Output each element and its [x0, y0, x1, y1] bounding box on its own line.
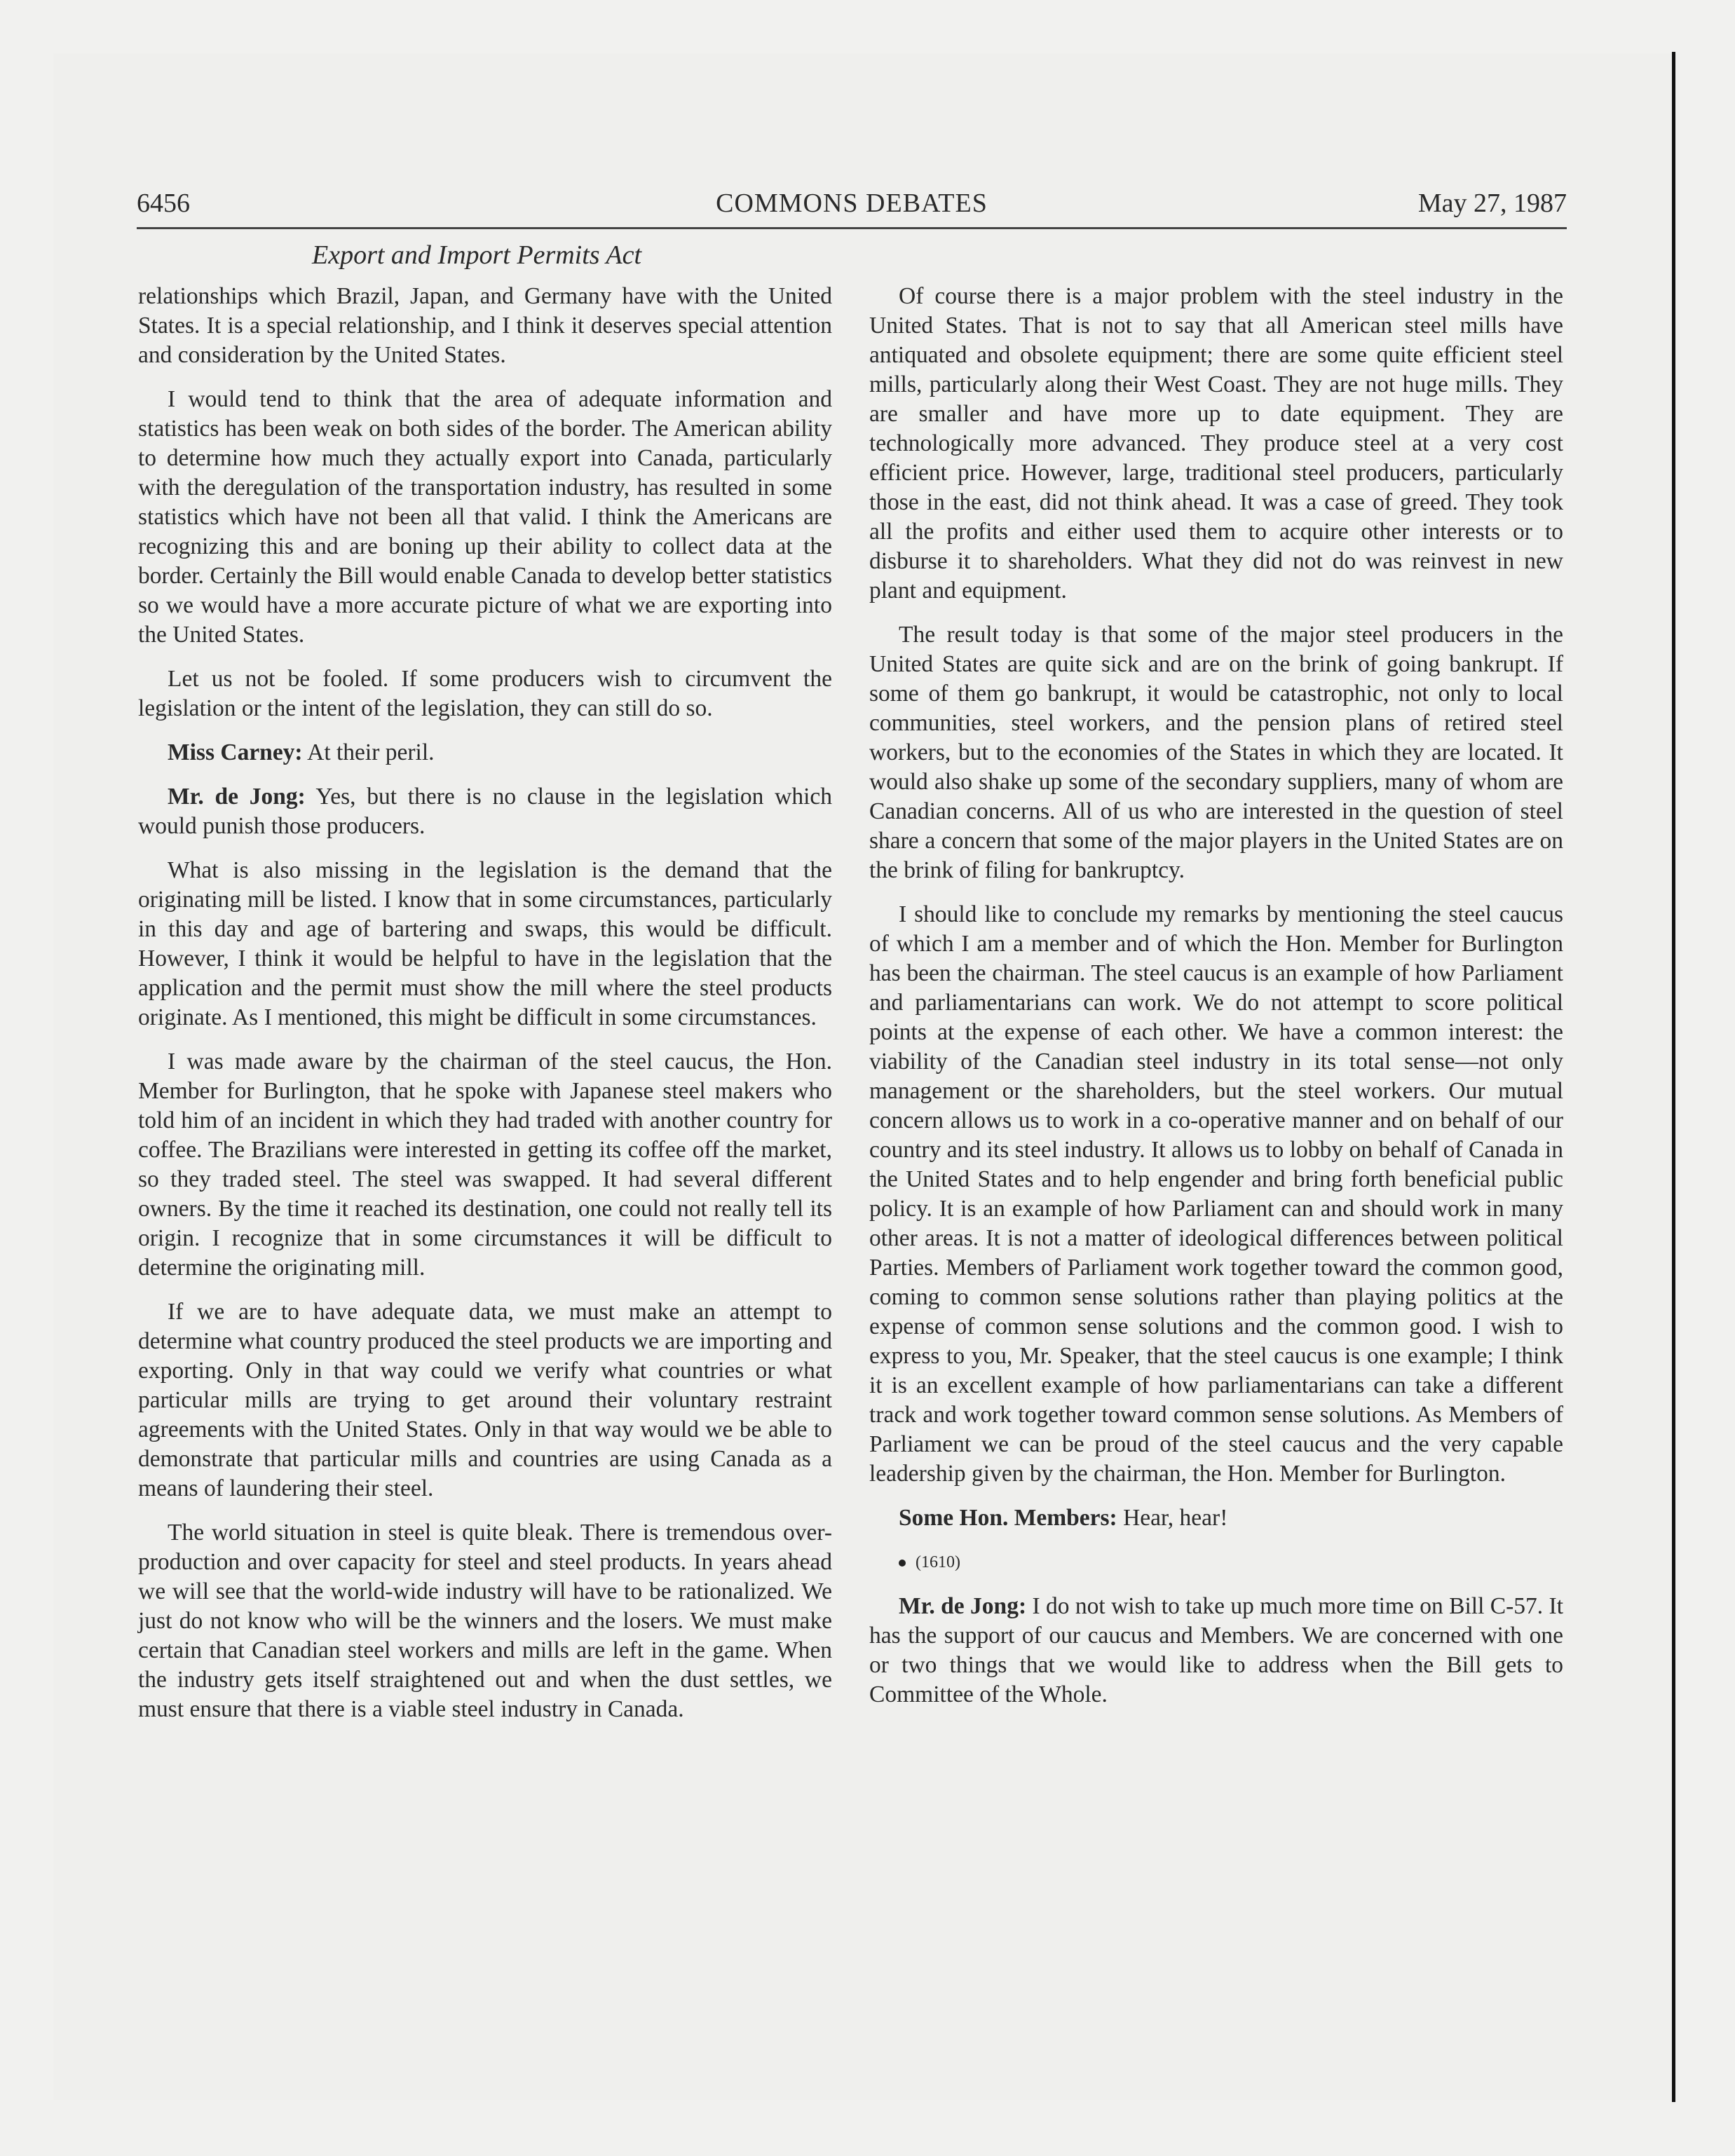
- bullet-icon: [899, 1560, 906, 1567]
- speech-paragraph: [869, 1503, 1563, 1533]
- paragraph: The world situation in steel is quite bleak. There is tremendous over-production and over capacity for steel and steel products. In years ahead we will see that the world-wide industry will have to be rationalized. We just do not know who will be the winners and the losers. We must make certain that Canadian steel workers and mills are left in the game. When the industry gets itself straightened out and when the dust settles, we must ensure that there is a viable steel industry in Canada.: [138, 1520, 832, 1722]
- speaker-name: Mr. de Jong:: [899, 1593, 1027, 1619]
- paragraph: I should like to conclude my remarks by mentioning the steel caucus of which I am a member and of which the Hon. Member for Burlington has been the chairman. The steel caucus is an example of how Parliament and parliamentarians can work. We do not attempt to score political points at the expense of each other. We have a common interest: the viability of the Canadian steel industry in its total sense—not only management or the shareholders, but the steel workers. Our mutual concern allows us to work in a co-operative manner and on behalf of our country and its steel industry. It allows us to lobby on behalf of Canada in the United States and to help engender and bring forth beneficial public policy. It is an example of how Parliament can and should work in many other areas. It is not a matter of ideological differences between political Parties. Members of Parliament work together toward the common good, coming to common sense solutions rather than playing politics at the expense of common sense solutions and the common good. I wish to express to you, Mr. Speaker, that the steel caucus is one example; I think it is an excellent example of how parliamentarians can take a different track and work together toward common sense solutions. As Members of Parliament we can be proud of the steel caucus and the very capable leadership given by the chairman, the Hon. Member for Burlington.: [869, 901, 1563, 1487]
- speech-text: Hear, hear!: [1117, 1505, 1228, 1531]
- paragraph: Let us not be fooled. If some producers wish to circumvent the legislation or the intent of the legislation, they can still do so.: [138, 666, 832, 721]
- paragraph: relationships which Brazil, Japan, and Germany have with the United States. It is a special relationship, and I think it deserves special attention and consideration by the United States.: [138, 283, 832, 368]
- page-number: 6456: [137, 189, 190, 218]
- speaker-name: Miss Carney:: [168, 739, 303, 765]
- speech-paragraph: [869, 1592, 1563, 1710]
- paragraph: Of course there is a major problem with the steel industry in the United States. That is not to say that all American steel mills have antiquated and obsolete equipment; there are some quite efficient steel mills, particularly along their West Coast. They are not huge mills. They are smaller and have more up to date equipment. They are technologically more advanced. They produce steel at a very cost efficient price. However, large, traditional steel producers, particularly those in the east, did not think ahead. It was a case of greed. They took all the profits and either used them to acquire other interests or to disburse it to shareholders. What they did not do was reinvest in new plant and equipment.: [869, 283, 1563, 603]
- speech-paragraph: [138, 738, 832, 767]
- page-edge-rule: [1672, 52, 1675, 2102]
- speech-text: Yes, but there is no clause in the legislation which would punish those producers.: [138, 784, 832, 839]
- speech-text: I do not wish to take up much more time on Bill C-57. It has the support of our caucus and Members. We are concerned with one or two things that we would like to address when the Bill gets to Committee of the Whole.: [869, 1593, 1564, 1707]
- paragraph: I would tend to think that the area of adequate information and statistics has been weak on both sides of the border. The American ability to determine how much they actually export into Canada, particularly with the deregulation of the transportation industry, has resulted in some statistics which have not been all that valid. I think the Americans are recognizing this and are boning up their ability to collect data at the border. Certainly the Bill would enable Canada to develop better statistics so we would have a more accurate picture of what we are exporting into the United States.: [138, 386, 832, 648]
- left-column: [138, 282, 832, 1739]
- speaker-name: Some Hon. Members:: [899, 1505, 1117, 1531]
- speech-paragraph: [138, 782, 832, 841]
- time-marker-text: (1610): [916, 1553, 960, 1571]
- page-header: [137, 188, 1567, 229]
- paragraph: The result today is that some of the major steel producers in the United States are quite sick and are on the brink of going bankrupt. If some of them go bankrupt, it would be catastrophic, not only to local communities, steel workers, and the pension plans of retired steel workers, but to the economies of the States in which they are located. It would also shake up some of the secondary suppliers, many of whom are Canadian concerns. All of us who are interested in the question of steel share a concern that some of the major players in the United States are on the brink of filing for bankruptcy.: [869, 622, 1563, 883]
- speech-text: At their peril.: [302, 739, 435, 765]
- paragraph: I was made aware by the chairman of the steel caucus, the Hon. Member for Burlington, that he spoke with Japanese steel makers who told him of an incident in which they had traded with another country for coffee. The Brazilians were interested in getting its coffee off the market, so they traded steel. The steel was swapped. It had several different owners. By the time it reached its destination, one could not really tell its origin. I recognize that in some circumstances it will be difficult to determine the originating mill.: [138, 1049, 832, 1281]
- speaker-name: Mr. de Jong:: [168, 784, 306, 810]
- paragraph: What is also missing in the legislation is the demand that the originating mill be listed. I know that in some circumstances, particularly in this day and age of bartering and swaps, this would be difficult. However, I think it would be helpful to have in the legislation that the application and the permit must show the mill where the steel products originate. As I mentioned, this might be difficult in some circumstances.: [138, 857, 832, 1030]
- issue-date: May 27, 1987: [1417, 189, 1567, 218]
- publication-title: COMMONS DEBATES: [716, 189, 988, 218]
- running-title: Export and Import Permits Act: [312, 240, 642, 270]
- right-column: [869, 282, 1563, 1724]
- time-marker: [869, 1548, 1563, 1577]
- paragraph: If we are to have adequate data, we must make an attempt to determine what country produced the steel products we are importing and exporting. Only in that way could we verify what countries or what particular mills are trying to get around their voluntary restraint agreements with the United States. Only in that way would we be able to demonstrate that particular mills and countries are using Canada as a means of laundering their steel.: [138, 1299, 832, 1501]
